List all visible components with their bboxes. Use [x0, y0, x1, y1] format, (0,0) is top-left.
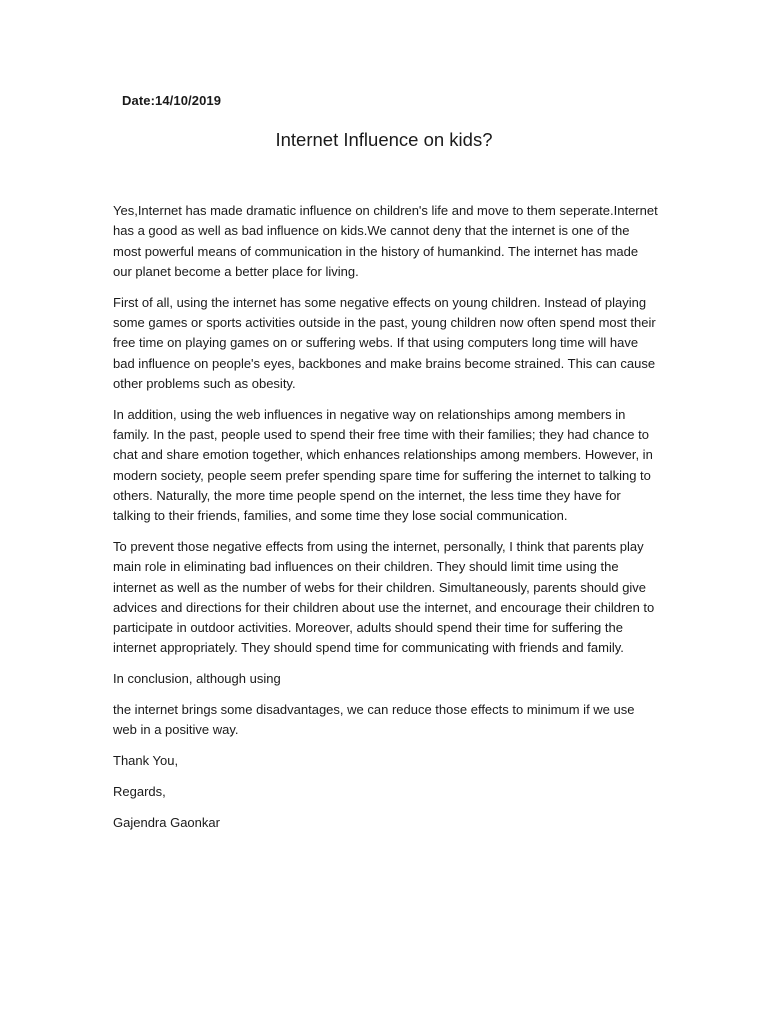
paragraph: the internet brings some disadvantages, we can reduce those effects to minimum if we use web in a positive way.	[113, 702, 635, 738]
paragraph: In conclusion, although using	[113, 671, 281, 687]
paragraph: To prevent those negative effects from using the internet, personally, I think that parents play main role in eliminating bad influences on their children. They should limit time using the internet as well as the number of webs for their children. Simultaneously, parents should give advices and directions for their children about use the internet, and encourage their children to participate in outdoor activities. Moreover, adults should spend their time for suffering the internet appropriately. They should spend time for communicating with friends and family.	[113, 538, 655, 656]
document-date: Date:14/10/2019	[122, 93, 222, 108]
closing-line: Thank You,	[113, 753, 179, 769]
paragraph: In addition, using the web influences in negative way on relationships among members in family. In the past, people used to spend their free time with their families; they had chance to chat and share emotion together, which enhances relationships among members. However, in modern society, people seem prefer spending spare time for suffering the internet to talking to others. Naturally, the more time people spend on the internet, the less time they have for talking to their friends, families, and some time they lose social communication.	[113, 406, 653, 524]
regards-line: Regards,	[113, 783, 166, 799]
paragraph: First of all, using the internet has some negative effects on young children. Instead of playing some games or sports activities outside in the past, young children now often spend most their free time on playing games on or suffering webs. If that using computers long time will have bad influence on people's eyes, backbones and make brains become strained. This can cause other problems such as obesity.	[113, 294, 656, 391]
document-body	[113, 201, 658, 844]
paragraph: Yes,Internet has made dramatic influence on children's life and move to them seperate.Internet has a good as well as bad influence on kids.We cannot deny that the internet is one of the most powerful means of communication in the history of humankind. The internet has made our planet become a better place for living.	[113, 203, 658, 279]
document-title: Internet Influence on kids?	[275, 129, 493, 150]
signature-name: Gajendra Gaonkar	[113, 814, 220, 830]
